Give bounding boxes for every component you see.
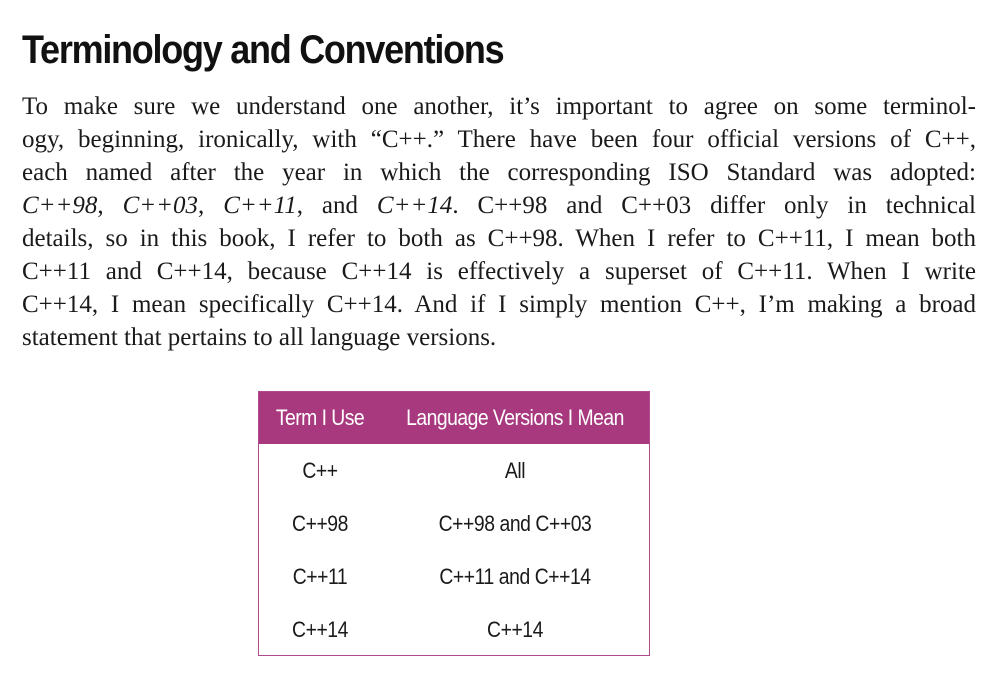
italic-version-term: C++14 bbox=[376, 192, 453, 219]
table-cell-versions: C++98 and C++03 bbox=[438, 510, 592, 536]
table-cell-versions: All bbox=[504, 457, 526, 483]
table-cell-term: C++ bbox=[302, 457, 338, 483]
paragraph-text: , bbox=[198, 192, 224, 219]
table-header-row bbox=[259, 392, 649, 444]
table-row bbox=[259, 550, 649, 603]
paragraph-text: C++11 and C++14, because C++14 is effectively a superset of C++11. When I write bbox=[22, 258, 976, 285]
body-paragraph bbox=[22, 90, 976, 354]
table-row bbox=[259, 603, 649, 656]
paragraph-line bbox=[22, 222, 976, 255]
italic-version-term: C++11 bbox=[223, 192, 297, 219]
table-header-term: Term I Use bbox=[275, 405, 365, 430]
paragraph-line bbox=[22, 90, 976, 123]
paragraph-line bbox=[22, 123, 976, 156]
italic-version-term: C++98 bbox=[22, 192, 98, 219]
table-row bbox=[259, 444, 649, 497]
paragraph-line bbox=[22, 321, 976, 354]
paragraph-text: ogy, beginning, ironically, with “C++.” There have been four official versions of C++, bbox=[22, 126, 976, 153]
paragraph-text: , bbox=[97, 192, 123, 219]
section-heading: Terminology and Conventions bbox=[22, 28, 504, 72]
paragraph-text: To make sure we understand one another, it’s important to agree on some terminol- bbox=[22, 93, 976, 120]
terminology-table bbox=[258, 391, 650, 656]
table-cell-term: C++14 bbox=[292, 616, 348, 642]
paragraph-line bbox=[22, 189, 976, 222]
paragraph-text: statement that pertains to all language versions. bbox=[22, 324, 497, 351]
table-header-versions: Language Versions I Mean bbox=[406, 405, 624, 430]
table-cell-term: C++11 bbox=[292, 563, 348, 589]
table-body bbox=[259, 444, 649, 656]
paragraph-line bbox=[22, 156, 976, 189]
paragraph-line bbox=[22, 288, 976, 321]
paragraph-text: details, so in this book, I refer to both as C++98. When I refer to C++11, I mean both bbox=[22, 225, 976, 252]
paragraph-text: C++14, I mean specifically C++14. And if I simply mention C++, I’m making a broad bbox=[22, 291, 976, 318]
table-cell-versions: C++14 bbox=[487, 616, 543, 642]
paragraph-text: . C++98 and C++03 differ only in technical bbox=[452, 192, 976, 219]
table-row bbox=[259, 497, 649, 550]
italic-version-term: C++03 bbox=[122, 192, 199, 219]
table-cell-term: C++98 bbox=[292, 510, 348, 536]
table-cell-versions: C++11 and C++14 bbox=[439, 563, 591, 589]
paragraph-text: , and bbox=[296, 192, 377, 219]
paragraph-text: each named after the year in which the corresponding ISO Standard was adopted: bbox=[22, 159, 976, 186]
paragraph-line bbox=[22, 255, 976, 288]
